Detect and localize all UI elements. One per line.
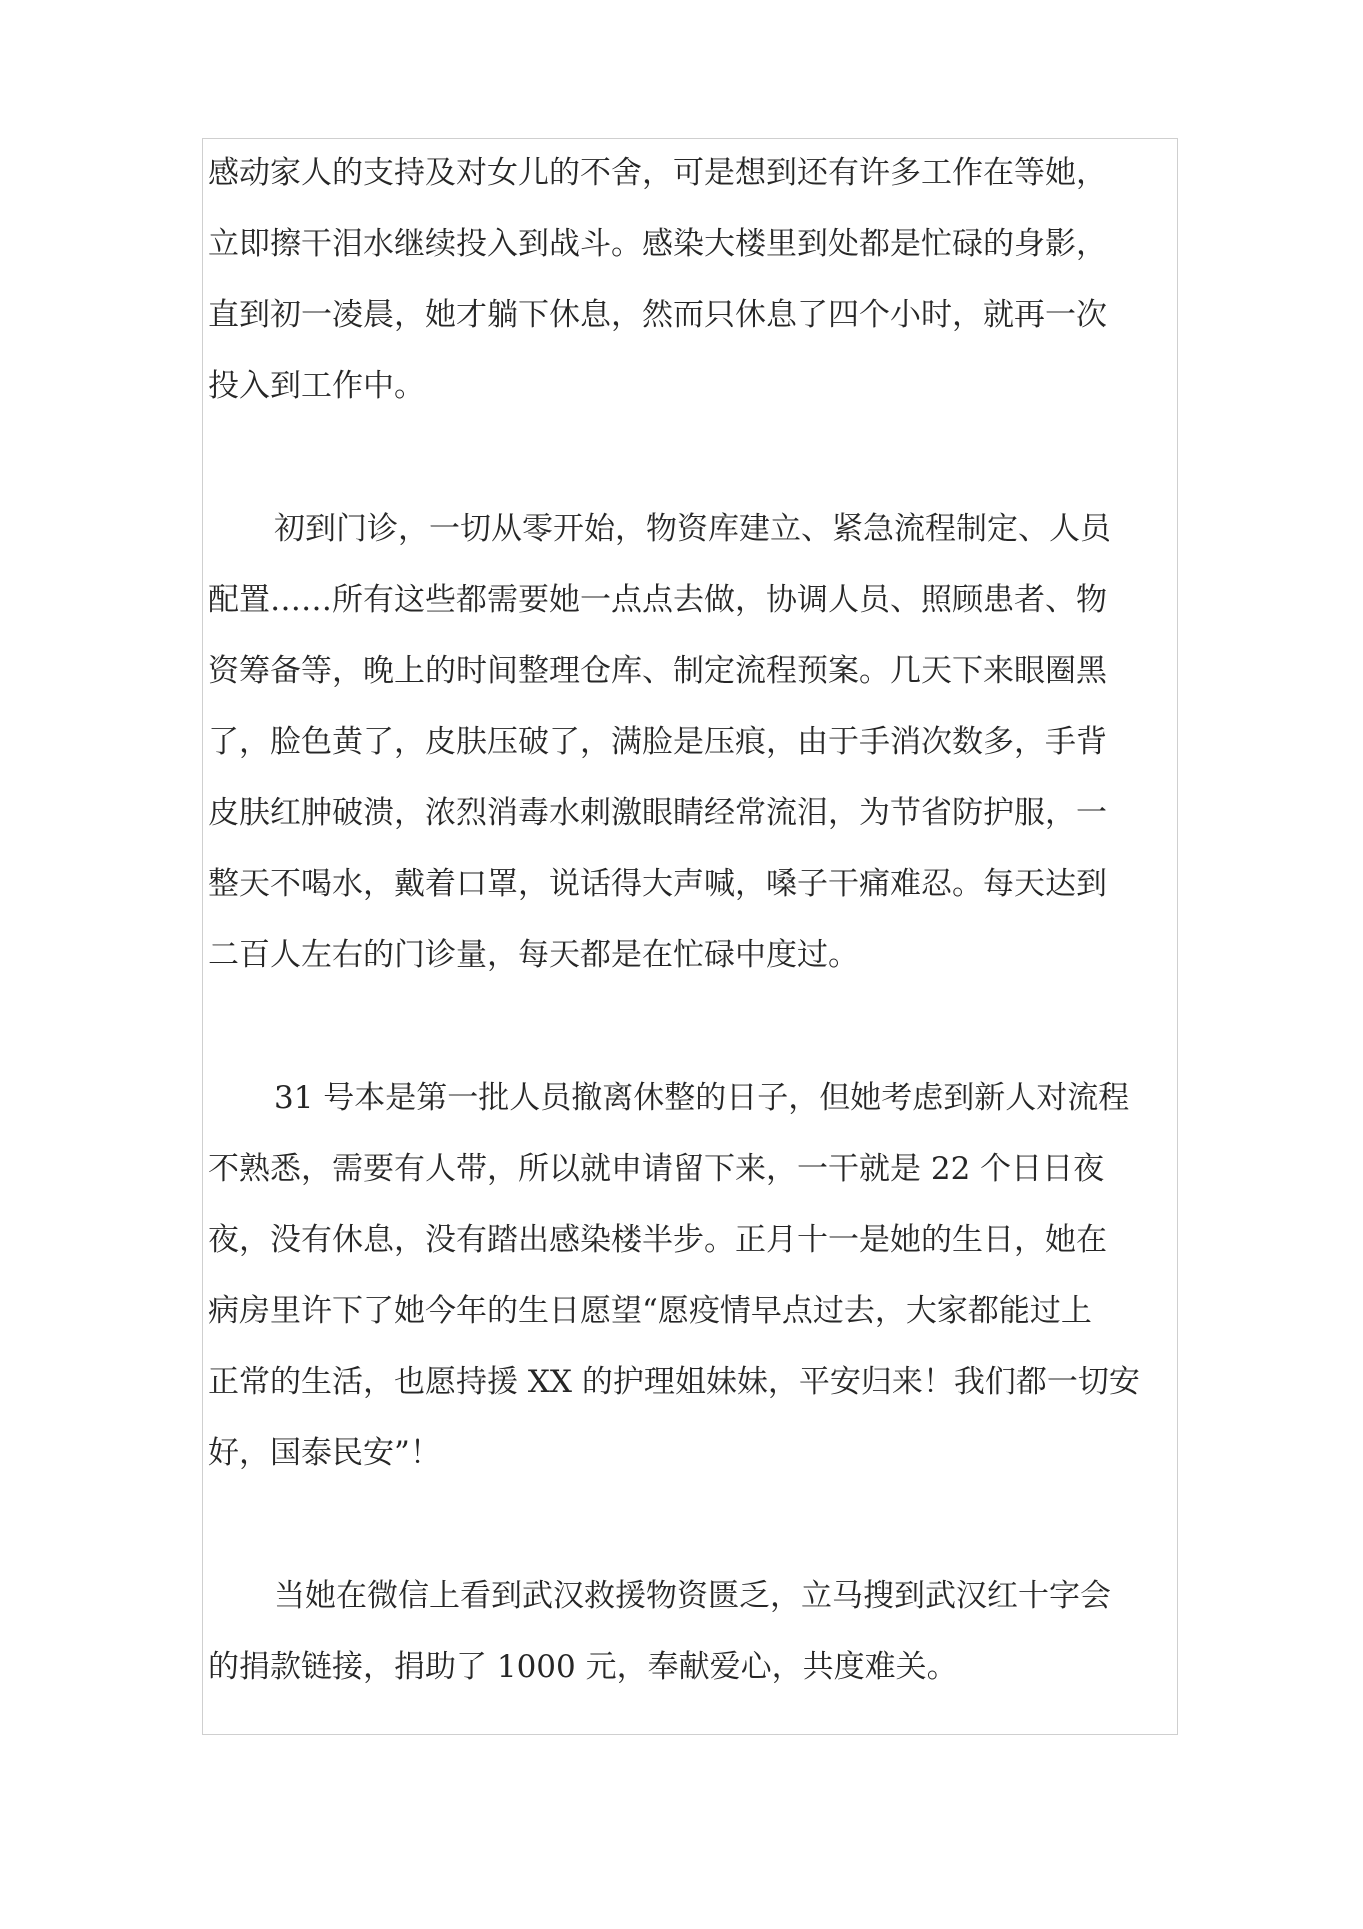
text-line: 好，国泰民安”！ — [208, 1435, 441, 1471]
text-line: 不熟悉，需要有人带，所以就申请留下来，一干就是 22 个日日夜 — [208, 1151, 1105, 1187]
text-line: 投入到工作中。 — [208, 368, 425, 404]
paragraph-gap — [208, 991, 1178, 1063]
paragraph-gap — [208, 1489, 1178, 1561]
paragraph-4 — [208, 1561, 1178, 1703]
paragraph-gap — [208, 422, 1178, 494]
text-line: 整天不喝水，戴着口罩，说话得大声喊，嗓子干痛难忍。每天达到 — [208, 866, 1107, 902]
text-line: 当她在微信上看到武汉救援物资匮乏，立马搜到武汉红十字会 — [274, 1578, 1111, 1614]
text-line: 资筹备等，晚上的时间整理仓库、制定流程预案。几天下来眼圈黑 — [208, 653, 1107, 689]
paragraph-3 — [208, 1063, 1178, 1489]
text-line: 了，脸色黄了，皮肤压破了，满脸是压痕，由于手消次数多，手背 — [208, 724, 1107, 760]
text-line: 初到门诊，一切从零开始，物资库建立、紧急流程制定、人员 — [274, 511, 1111, 547]
text-line: 的捐款链接，捐助了 1000 元，奉献爱心，共度难关。 — [208, 1649, 958, 1685]
text-line: 夜，没有休息，没有踏出感染楼半步。正月十一是她的生日，她在 — [208, 1222, 1107, 1258]
text-line: 正常的生活，也愿持援 XX 的护理姐妹妹，平安归来！我们都一切安 — [208, 1364, 1140, 1400]
text-line: 病房里许下了她今年的生日愿望“愿疫情早点过去，大家都能过上 — [208, 1293, 1092, 1329]
paragraph-2 — [208, 494, 1178, 991]
text-line: 感动家人的支持及对女儿的不舍，可是想到还有许多工作在等她， — [208, 155, 1107, 191]
text-line: 皮肤红肿破溃，浓烈消毒水刺激眼睛经常流泪，为节省防护服，一 — [208, 795, 1107, 831]
text-line: 二百人左右的门诊量，每天都是在忙碌中度过。 — [208, 937, 859, 973]
text-line: 31 号本是第一批人员撤离休整的日子，但她考虑到新人对流程 — [274, 1080, 1130, 1116]
paragraph-1 — [208, 138, 1178, 422]
text-line: 立即擦干泪水继续投入到战斗。感染大楼里到处都是忙碌的身影， — [208, 226, 1107, 262]
text-line: 直到初一凌晨，她才躺下休息，然而只休息了四个小时，就再一次 — [208, 297, 1107, 333]
text-line: 配置……所有这些都需要她一点点去做，协调人员、照顾患者、物 — [208, 582, 1107, 618]
document-body — [208, 138, 1178, 1703]
